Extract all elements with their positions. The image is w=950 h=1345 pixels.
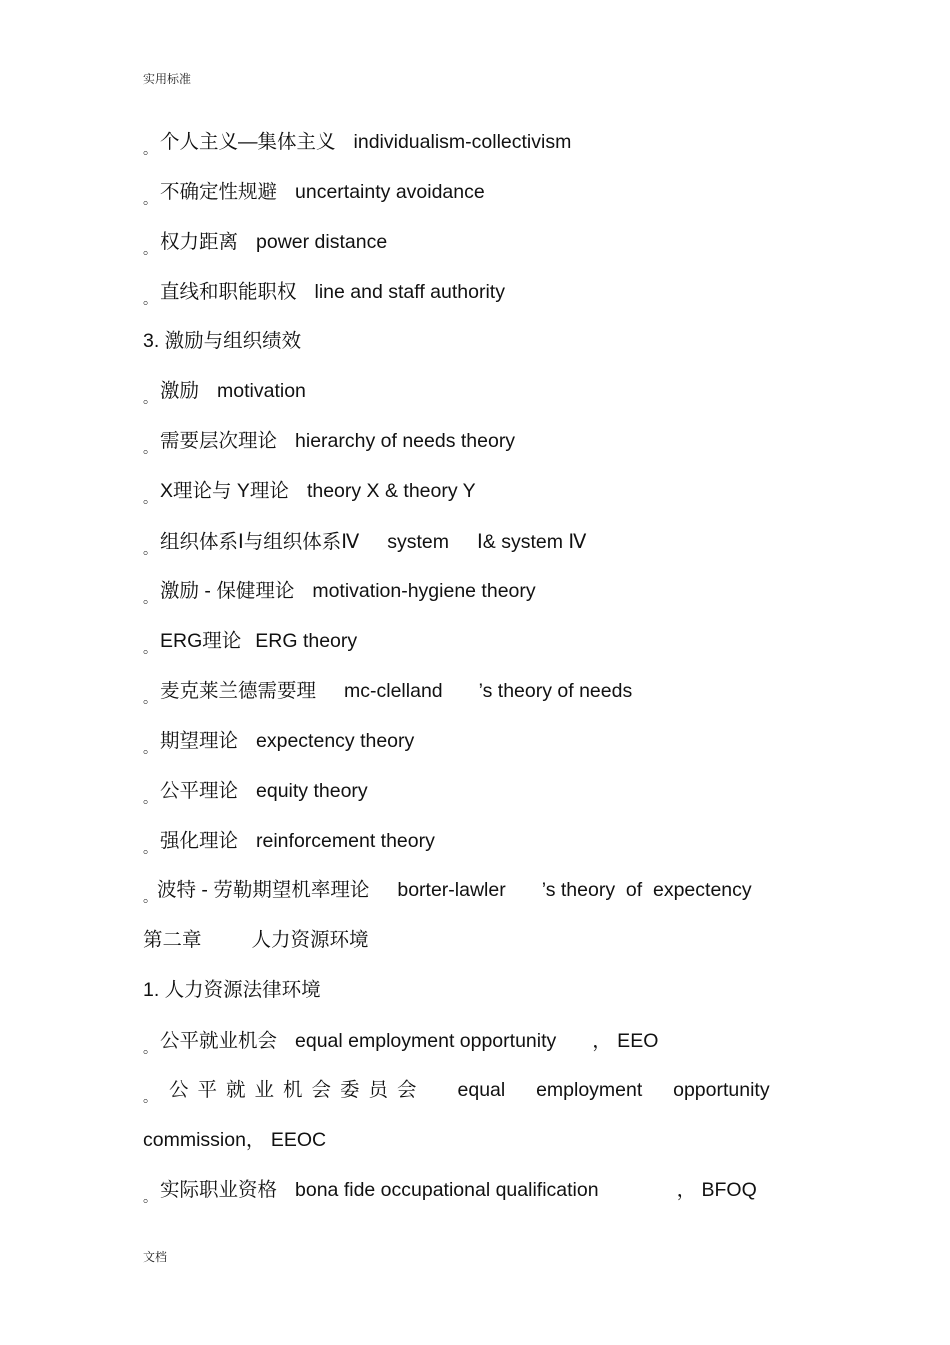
term-zh: 需要层次理论 [160, 430, 278, 452]
term-zh: 直线和职能职权 [160, 281, 297, 303]
bullet: 。 [143, 390, 157, 406]
chapter-heading [143, 928, 369, 952]
list-item [143, 779, 368, 810]
list-item [143, 579, 536, 610]
bullet: 。 [143, 440, 157, 456]
term-abbr: ， EEO [592, 1030, 659, 1052]
term-en: power distance [256, 231, 388, 253]
bullet: 。 [143, 790, 157, 806]
list-item [143, 729, 414, 760]
term-en-cont: Ⅰ& system Ⅳ [477, 531, 587, 553]
list-item [143, 679, 632, 710]
term-en: hierarchy of needs theory [295, 430, 516, 452]
term-en: system [387, 531, 450, 553]
term-abbr: ， BFOQ [676, 1179, 757, 1201]
term-en: equal employment opportunity [295, 1030, 557, 1052]
term-en-cont: ’s theory of needs [478, 680, 633, 702]
term-en: bona fide occupational qualification [295, 1179, 599, 1201]
term-zh: 公平就业机会委员会 [169, 1079, 426, 1101]
bullet: 。 [143, 740, 157, 756]
list-item [143, 429, 515, 460]
bullet: 。 [143, 291, 157, 307]
bullet: 。 [143, 241, 157, 257]
term-en: line and staff authority [314, 281, 505, 303]
term-zh: 麦克莱兰德需要理 [160, 680, 317, 702]
bullet: 。 [143, 490, 157, 506]
list-item [143, 479, 476, 510]
term-en: motivation [217, 380, 306, 402]
term-zh: 组织体系Ⅰ与组织体系Ⅳ [160, 531, 360, 553]
bullet: 。 [143, 541, 157, 557]
term-zh: 公平就业机会 [160, 1030, 278, 1052]
list-item [143, 379, 306, 410]
bullet: 。 [143, 889, 157, 905]
list-item [143, 1078, 770, 1109]
bullet: 。 [143, 191, 157, 207]
bullet: 。 [143, 840, 157, 856]
list-item [143, 829, 435, 860]
term-zh: ERG理论 [160, 630, 242, 652]
page-header: 实用标准 [143, 72, 192, 86]
term-en: reinforcement theory [256, 830, 435, 852]
list-item [143, 1029, 658, 1060]
bullet: 。 [143, 590, 157, 606]
term-en: uncertainty avoidance [295, 181, 485, 203]
term-en: mc-clelland [344, 680, 443, 702]
term-en: theory X & theory Y [306, 480, 476, 502]
list-item [143, 230, 387, 261]
term-zh: 不确定性规避 [160, 181, 278, 203]
term-zh: 权力距离 [160, 231, 239, 253]
term-zh: 公平理论 [160, 780, 239, 802]
page-footer: 文档 [143, 1250, 168, 1264]
bullet: 。 [143, 141, 157, 157]
term-en: expectency theory [256, 730, 415, 752]
term-zh: 波特 - 劳勒期望机率理论 [157, 879, 370, 901]
term-zh: 强化理论 [160, 830, 239, 852]
bullet: 。 [143, 690, 157, 706]
list-item [143, 130, 571, 161]
list-item [143, 180, 485, 211]
term-zh: X理论与 Y理论 [160, 480, 289, 502]
bullet: 。 [143, 1089, 157, 1105]
term-zh: 激励 [160, 380, 200, 402]
term-en: equal employment opportunity [457, 1079, 770, 1101]
term-zh: 期望理论 [160, 730, 239, 752]
section-heading: 1. 人力资源法律环境 [143, 979, 321, 1001]
term-en: ERG theory [255, 630, 358, 652]
term-zh: 个人主义—集体主义 [160, 131, 336, 153]
list-item [143, 530, 586, 561]
text-continuation: commission， EEOC [143, 1129, 327, 1151]
term-en: equity theory [256, 780, 368, 802]
list-item [143, 1178, 757, 1209]
chapter-title: 人力资源环境 [251, 929, 369, 951]
bullet: 。 [143, 1040, 157, 1056]
chapter-number: 第二章 [143, 929, 202, 951]
term-zh: 实际职业资格 [160, 1179, 278, 1201]
list-item [143, 280, 505, 311]
bullet: 。 [143, 640, 157, 656]
term-en: motivation-hygiene theory [312, 580, 536, 602]
bullet: 。 [143, 1189, 157, 1205]
term-zh: 激励 - 保健理论 [160, 580, 295, 602]
list-item [143, 629, 357, 660]
term-en-cont: ’s theory of expectency [541, 879, 752, 901]
list-item [143, 878, 752, 909]
section-heading: 3. 激励与组织绩效 [143, 330, 302, 352]
term-en: individualism-collectivism [353, 131, 572, 153]
term-en: borter-lawler [397, 879, 506, 901]
